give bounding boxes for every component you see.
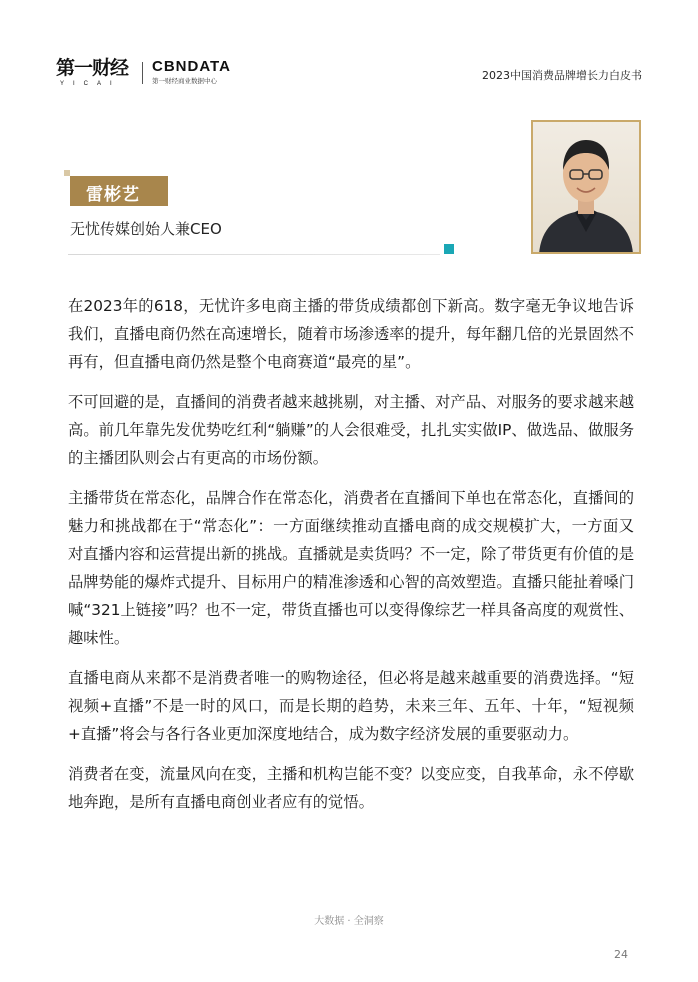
portrait-photo: [531, 120, 641, 254]
yicai-logo: [56, 58, 136, 90]
paragraph: 主播带货在常态化，品牌合作在常态化，消费者在直播间下单也在常态化，直播间的魅力和挑战都在于“常态化”：一方面继续推动直播电商的成交规模扩大，一方面又对直播内容和运营提出新的挑战。直播就是卖货吗？不一定，除了带货更有价值的是品牌势能的爆炸式提升、目标用户的精准渗透和心智的高效塑造。直播只能扯着嗓门喊“321上链接”吗？也不一定，带货直播也可以变得像综艺一样具备高度的观赏性、趣味性。: [68, 489, 634, 647]
divider-line: [68, 254, 440, 255]
paragraph: 不可回避的是，直播间的消费者越来越挑剔，对主播、对产品、对服务的要求越来越高。前几年靠先发优势吃红利“躺赚”的人会很难受，扎扎实实做IP、做选品、做服务的主播团队则会占有更高的市场份额。: [68, 393, 634, 467]
cbndata-logo-sub: 第一财经商业数据中心: [152, 77, 217, 85]
article-body: [68, 292, 634, 828]
yicai-logo-sub: YICAI: [60, 81, 121, 87]
portrait-frame: [531, 120, 641, 254]
person-name: 雷彬艺: [86, 185, 140, 205]
cbndata-logo: [152, 58, 252, 86]
paragraph: 直播电商从来都不是消费者唯一的购物途径，但必将是越来越重要的消费选择。“短视频+直播”不是一时的风口，而是长期的趋势，未来三年、五年、十年，“短视频+直播”将会与各行各业更加深度地结合，成为数字经济发展的重要驱动力。: [68, 669, 634, 743]
yicai-logo-main: 第一财经: [56, 57, 129, 79]
report-title: 2023中国消费品牌增长力白皮书: [482, 69, 642, 82]
paragraph: 在2023年的618，无忧许多电商主播的带货成绩都创下新高。数字毫无争议地告诉我们，直播电商仍然在高速增长，随着市场渗透率的提升，每年翻几倍的光景固然不再有，但直播电商仍然是整个电商赛道“最亮的星”。: [68, 297, 634, 371]
cbndata-logo-main: CBNDATA: [152, 58, 231, 75]
person-name-tag: [70, 176, 168, 206]
accent-square: [444, 244, 454, 254]
paragraph: 消费者在变，流量风向在变，主播和机构岂能不变？以变应变，自我革命，永不停歇地奔跑，是所有直播电商创业者应有的觉悟。: [68, 765, 634, 811]
page-number: 24: [614, 948, 628, 961]
person-role: 无忧传媒创始人兼CEO: [70, 220, 222, 238]
footer-slogan: 大数据 · 全洞察: [314, 916, 384, 927]
logo-divider: [142, 62, 143, 84]
